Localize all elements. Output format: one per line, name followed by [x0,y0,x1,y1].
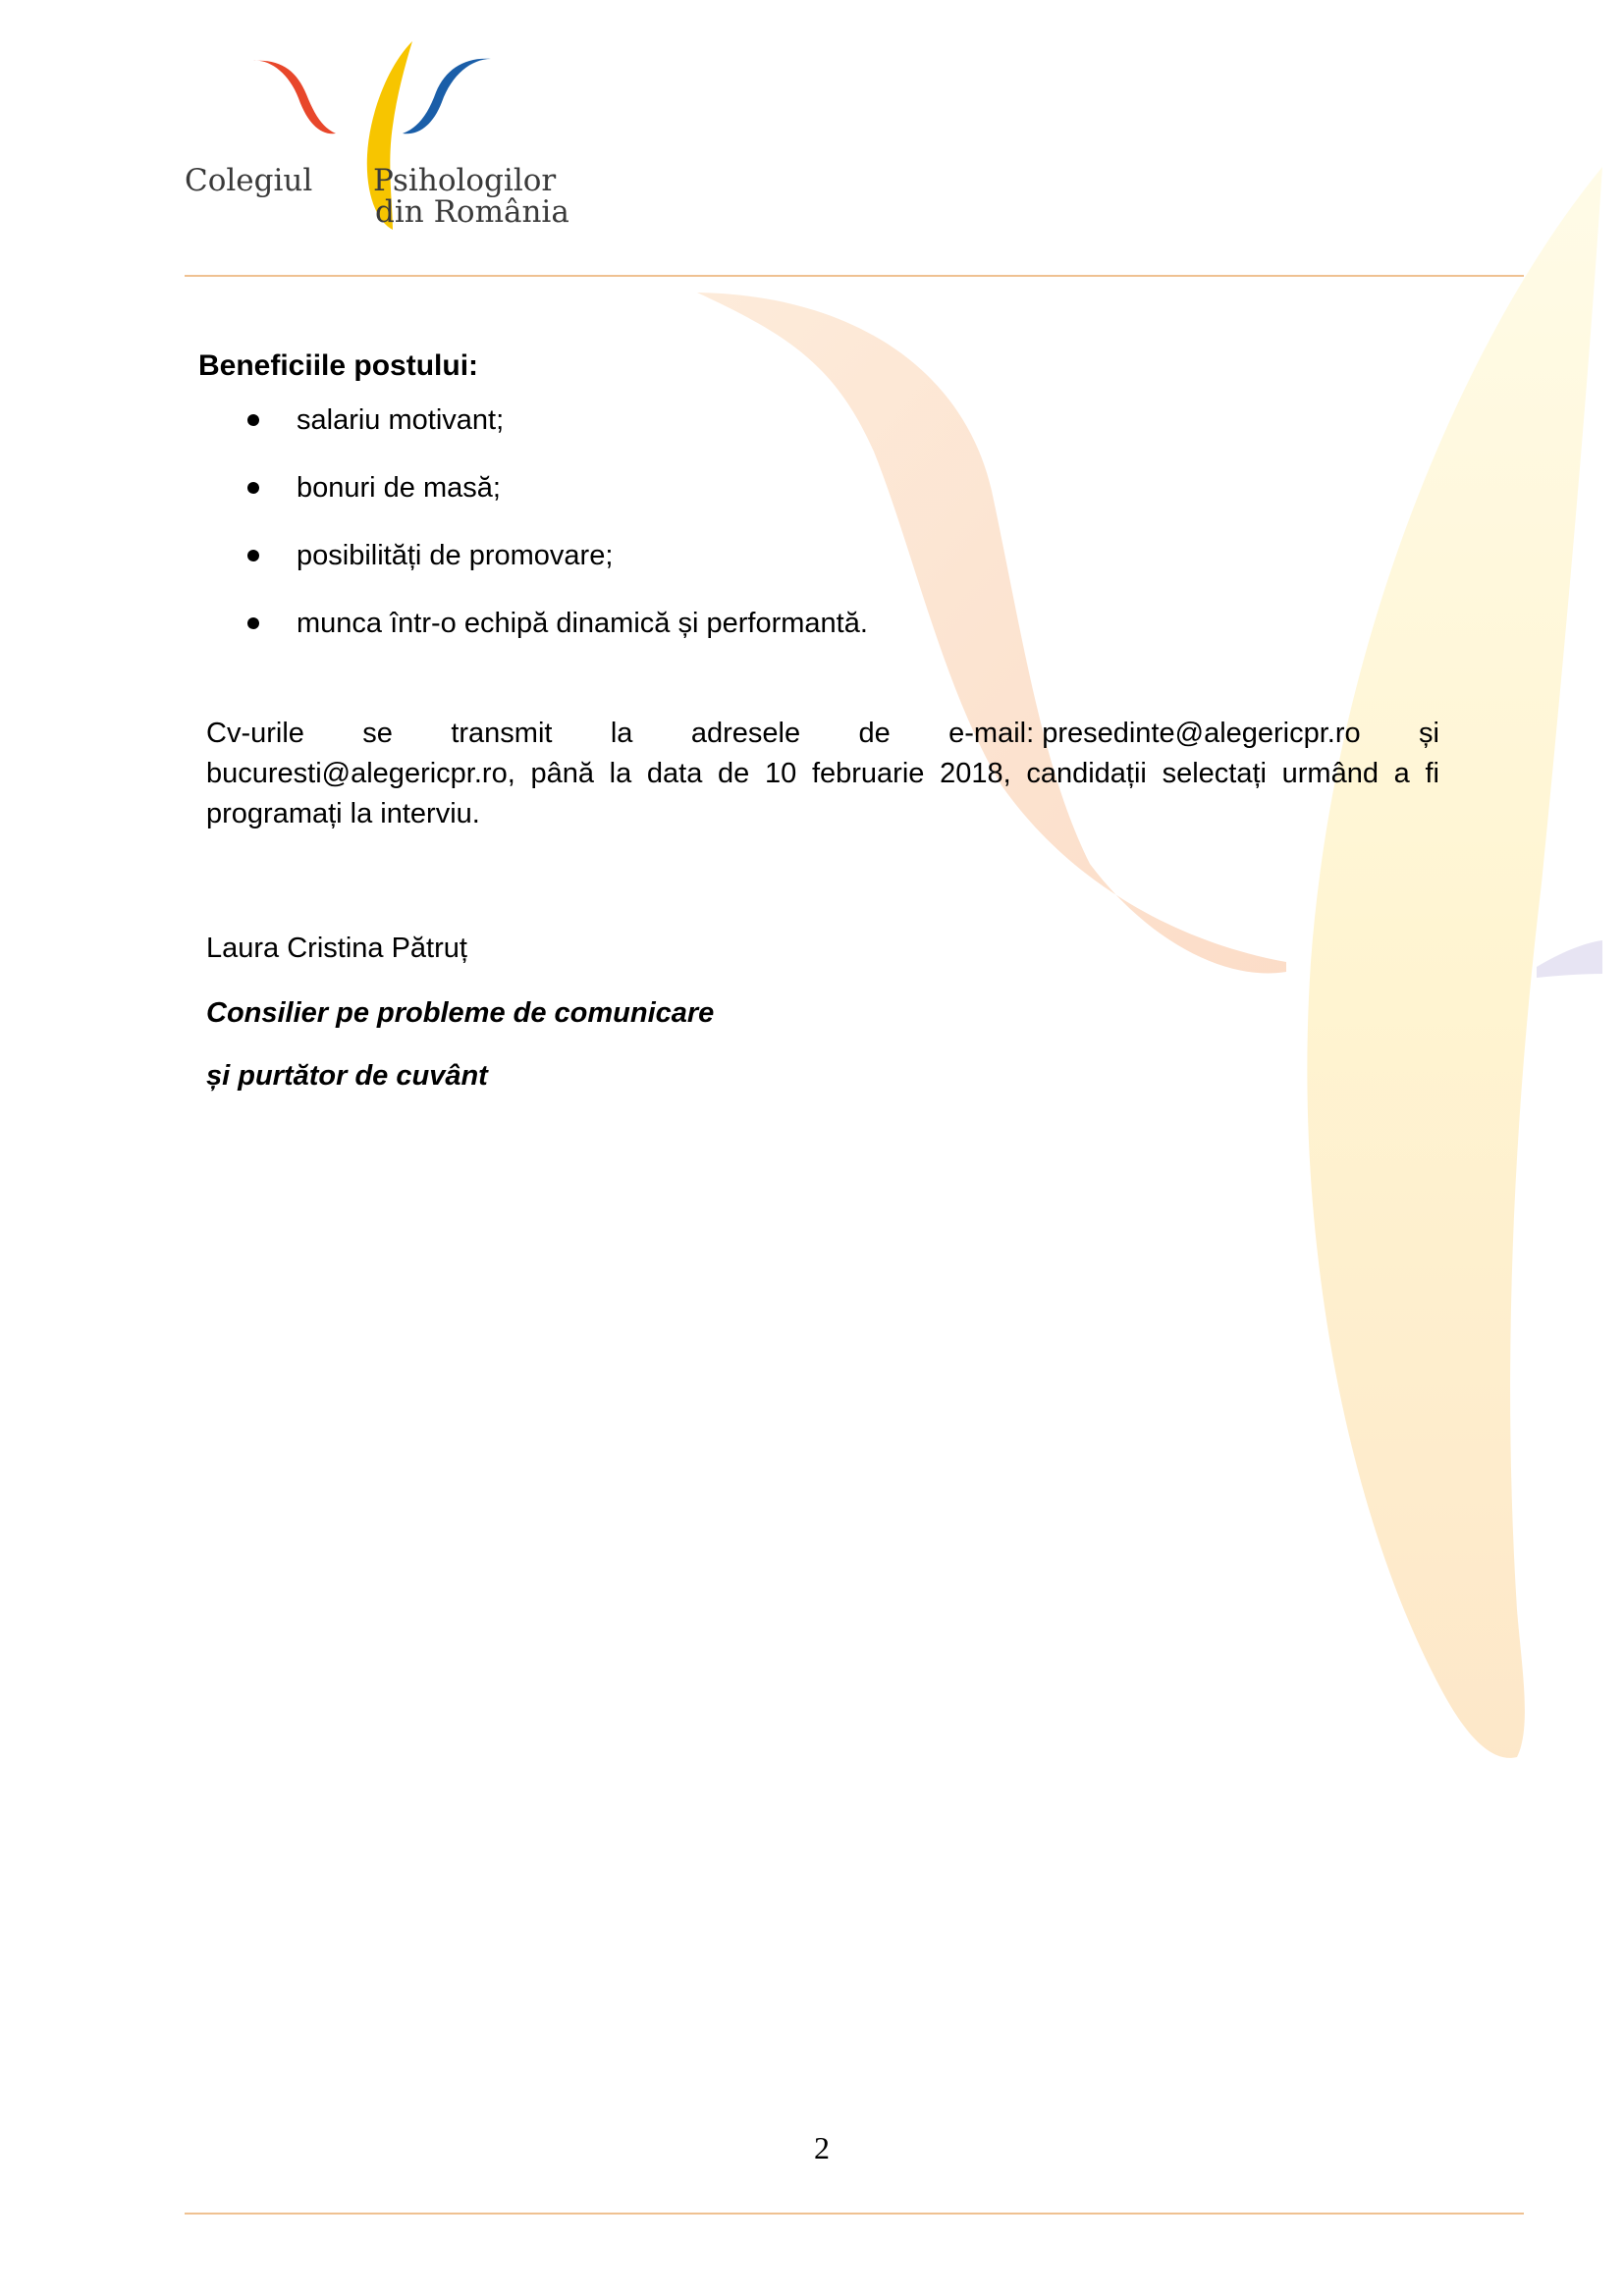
list-item [247,404,1439,436]
cv-submission-paragraph [206,714,1439,834]
paragraph-rest: bucuresti@alegericpr.ro, până la data de 10 februarie 2018, candidații selectați urmând a fi programați la interviu. [206,758,1439,829]
bullet-icon [247,482,259,494]
bullet-icon [247,617,259,629]
paragraph-first-line [206,714,1439,754]
footer-divider [185,2213,1524,2215]
page-number: 2 [814,2130,830,2165]
benefit-text: posibilități de promovare; [297,540,614,571]
paragraph-word: se [362,718,393,749]
paragraph-email: e-mail: presedinte@alegericpr.ro [948,718,1361,749]
logo-text-colegiul: Colegiul [185,163,313,198]
benefit-text: munca într-o echipă dinamică și performantă. [297,608,868,639]
paragraph-word: transmit [451,718,553,749]
bullet-icon [247,414,259,426]
benefits-heading: Beneficiile postului: [198,349,479,382]
bullet-icon [247,550,259,561]
paragraph-word: de [858,718,891,749]
benefits-list [198,404,1439,639]
paragraph-word: adresele [690,718,801,749]
paragraph-word: și [1419,718,1439,749]
paragraph-word: la [610,718,633,749]
header-logo [181,37,573,243]
list-item [247,608,1439,639]
benefit-text: salariu motivant; [297,404,505,436]
signatory-role: Consilier pe probleme de comunicare [206,997,715,1029]
paragraph-word: Cv-urile [206,718,304,749]
logo-text-din-romania: din România [375,194,569,230]
header-divider [185,275,1524,277]
list-item [247,472,1439,504]
logo-text-psihologilor: Psihologilor [373,163,557,198]
signatory-role-continued: și purtător de cuvânt [206,1060,488,1092]
signatory-name: Laura Cristina Pătruț [206,933,467,964]
benefit-text: bonuri de masă; [297,472,501,504]
list-item [247,540,1439,571]
document-body [198,349,1439,1095]
